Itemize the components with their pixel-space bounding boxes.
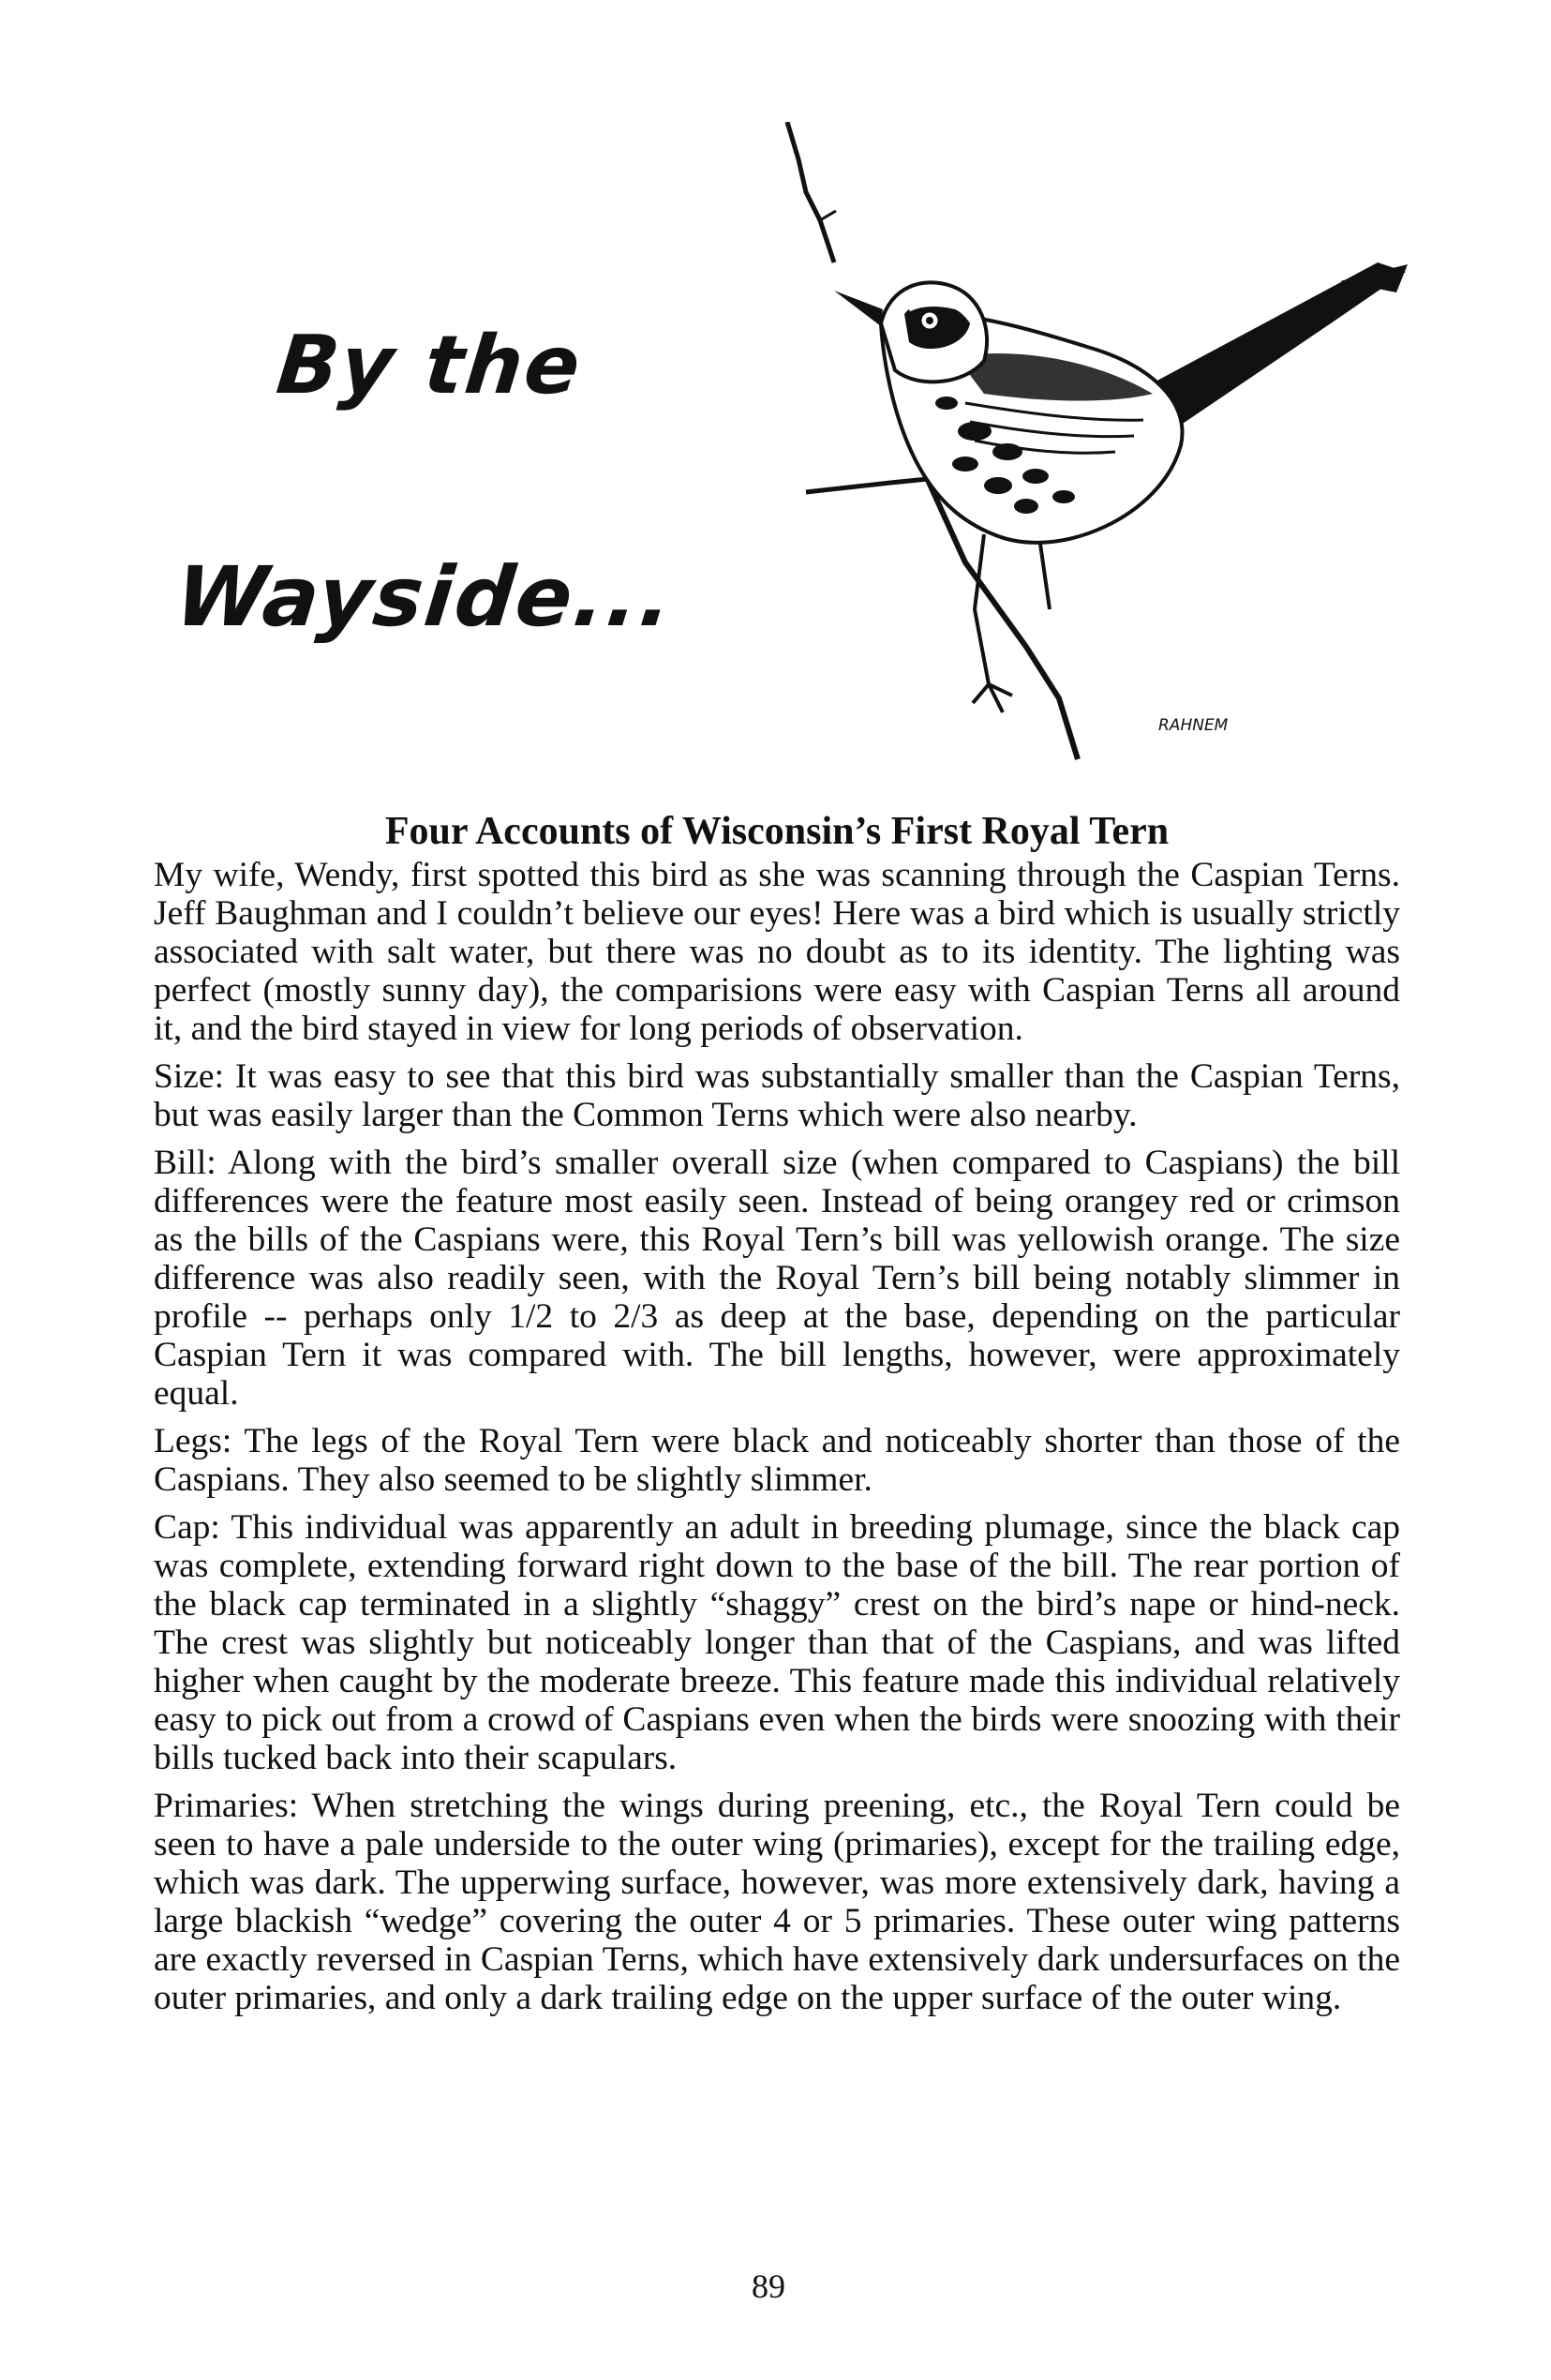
illustrator-signature: RAHNEM: [1158, 716, 1229, 735]
paragraph-cap: Cap: This individual was apparently an adult in breeding plumage, since the black cap was complete, extending forward right down to the base of the bill. The rear portion of the black cap terminated in a slightly “shaggy” crest on the bird’s nape or hind-neck. The crest was slightly but noticeably longer than that of the Caspians, and was lifted higher when caught by the moderate breeze. This feature made this individual relatively easy to pick out from a crowd of Caspians even when the birds were snoozing with their bills tucked back into their scapulars.: [154, 1508, 1400, 1777]
warbler-illustration: [778, 122, 1415, 769]
article-heading: Four Accounts of Wisconsin’s First Royal Tern: [384, 810, 1170, 853]
paragraph-legs: Legs: The legs of the Royal Tern were black and noticeably shorter than those of the Caspians. They also seemed to be slightly slimmer.: [154, 1422, 1400, 1499]
paragraph-size: Size: It was easy to see that this bird was substantially smaller than the Caspian Terns, but was easily larger than the Common Terns which were also nearby.: [154, 1057, 1400, 1134]
column-title-line-1: By the: [272, 319, 587, 412]
article-body: [154, 856, 1400, 2027]
page-number: 89: [752, 2268, 785, 2305]
paragraph-bill: Bill: Along with the bird’s smaller overall size (when compared to Caspians) the bill differences were the feature most easily seen. Instead of being orangey red or crimson as the bills of the Caspians were, this Royal Tern’s bill was yellowish orange. The size difference was also readily seen, with the Royal Tern’s bill being notably slimmer in profile -- perhaps only 1/2 to 2/3 as deep at the base, depending on the particular Caspian Tern it was compared with. The bill lengths, however, were approximately equal.: [154, 1144, 1400, 1413]
paragraph-primaries: Primaries: When stretching the wings during preening, etc., the Royal Tern could be seen to have a pale underside to the outer wing (primaries), except for the trailing edge, which was dark. The upperwing surface, however, was more extensively dark, having a large blackish “wedge” covering the outer 4 or 5 primaries. These outer wing patterns are exactly reversed in Caspian Terns, which have extensively dark undersurfaces on the outer primaries, and only a dark trailing edge on the upper surface of the outer wing.: [154, 1787, 1400, 2017]
paragraph-intro: My wife, Wendy, first spotted this bird as she was scanning through the Caspian Terns. Jeff Baughman and I couldn’t believe our eyes! Here was a bird which is usually strictly associated with salt water, but there was no doubt as to its identity. The lighting was perfect (mostly sunny day), the comparisions were easy with Caspian Terns all around it, and the bird stayed in view for long periods of observation.: [154, 856, 1400, 1048]
column-title-line-2: Wayside...: [171, 548, 679, 645]
